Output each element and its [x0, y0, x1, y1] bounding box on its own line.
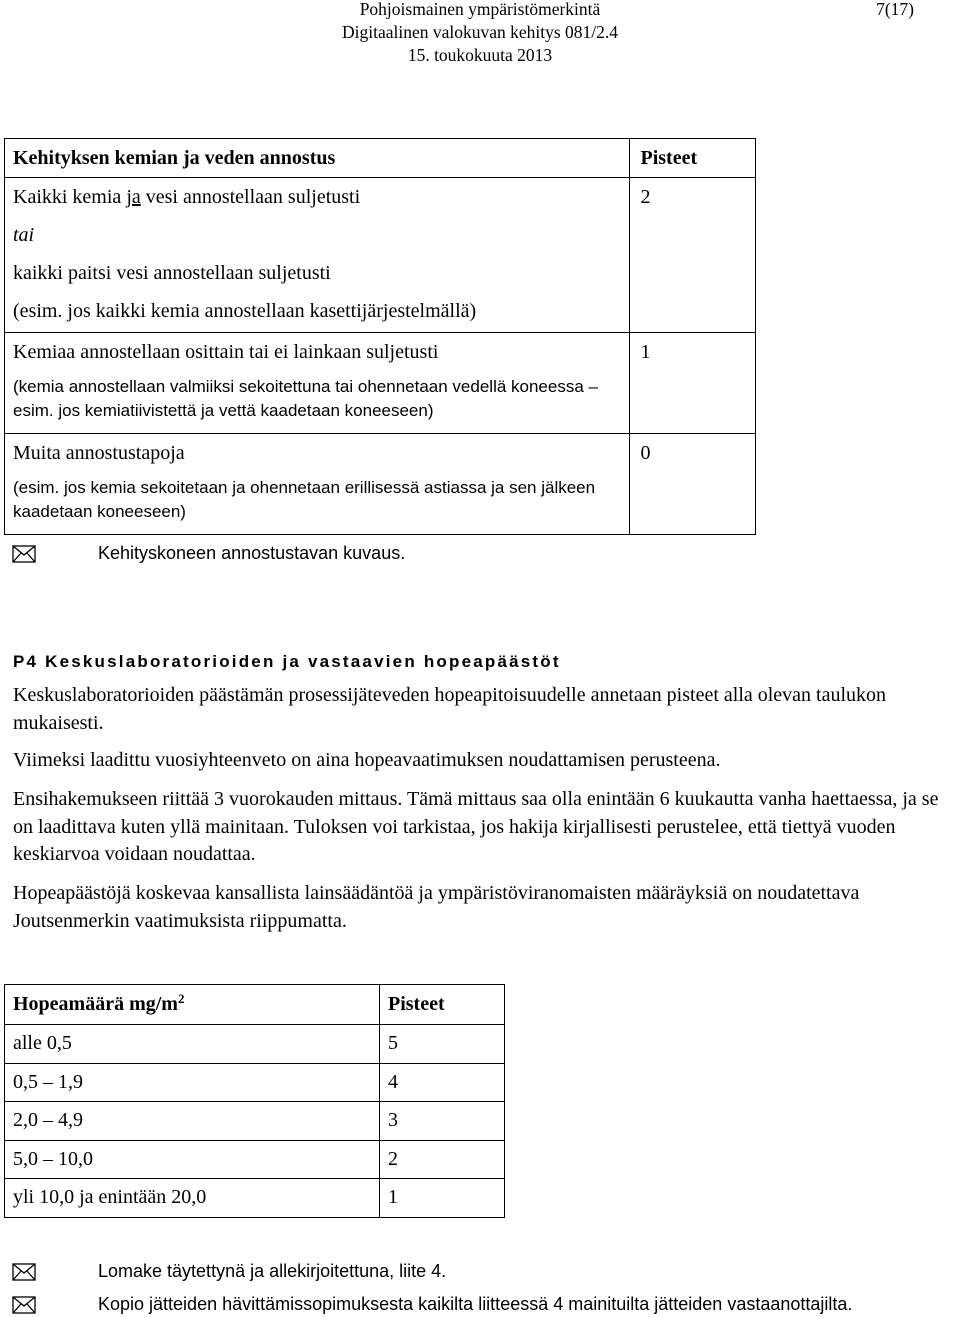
- checklist-item: [12, 1259, 447, 1283]
- page-header: [0, 0, 960, 67]
- row1-line1: [13, 178, 621, 216]
- silver-col-header-sup: 2: [177, 991, 185, 1006]
- header-line-2: Digitaalinen valokuvan kehitys 081/2.4: [341, 22, 619, 42]
- header-line-1: Pohjoismainen ympäristömerkintä: [359, 0, 601, 19]
- table-row: [5, 1102, 505, 1141]
- table-row: [5, 333, 756, 434]
- row1-line3: kaikki paitsi vesi annostellaan suljetusti: [13, 262, 331, 284]
- section-heading: P4 Keskuslaboratorioiden ja vastaavien hopeapäästöt: [13, 652, 561, 671]
- table-title: Kehityksen kemian ja veden annostus: [13, 147, 336, 169]
- table-row: [5, 1179, 505, 1218]
- row1-line4: (esim. jos kaikki kemia annostellaan kasettijärjestelmällä): [13, 300, 477, 322]
- dosing-table: [4, 138, 756, 535]
- range-cell: 0,5 – 1,9: [5, 1063, 380, 1102]
- row1-text-a: Kaikki kemia: [13, 186, 127, 208]
- range-cell: 2,0 – 4,9: [5, 1102, 380, 1141]
- checklist-label: Kehityskoneen annostustavan kuvaus.: [98, 543, 406, 563]
- paragraph: Viimeksi laadittu vuosiyhteenveto on aina hopeavaatimuksen noudattamisen perusteena.: [13, 749, 721, 771]
- page-number: 7(17): [876, 0, 914, 19]
- table-header-row: [5, 139, 756, 178]
- table-row: [5, 178, 756, 333]
- range-cell: 5,0 – 10,0: [5, 1140, 380, 1179]
- points-cell: 3: [380, 1102, 505, 1141]
- points-col-header: Pisteet: [380, 985, 505, 1025]
- row3-line1: Muita annostustapoja: [13, 442, 185, 464]
- points-cell: 1: [380, 1179, 505, 1218]
- points-cell: 4: [380, 1063, 505, 1102]
- table-row: [5, 1025, 505, 1064]
- table-header-row: [5, 985, 505, 1025]
- envelope-icon: [12, 1296, 36, 1314]
- envelope-icon: [12, 545, 36, 563]
- checklist-item: [12, 1292, 853, 1316]
- checklist-item: [12, 540, 406, 566]
- silver-col-header: [5, 985, 380, 1025]
- row1-text-c: vesi annostellaan suljetusti: [140, 186, 361, 208]
- row2-line1: Kemiaa annostellaan osittain tai ei lainkaan suljetusti: [13, 341, 439, 363]
- points-cell: 2: [380, 1140, 505, 1179]
- range-cell: yli 10,0 ja enintään 20,0: [5, 1179, 380, 1218]
- checklist-label: Lomake täytettynä ja allekirjoitettuna, liite 4.: [98, 1261, 447, 1281]
- table-row: [5, 1140, 505, 1179]
- header-line-3: 15. toukokuuta 2013: [407, 45, 553, 65]
- row2-points: 1: [640, 341, 651, 363]
- row1-text-underlined: ja: [126, 186, 141, 208]
- envelope-icon: [12, 1263, 36, 1281]
- silver-col-header-text: Hopeamäärä mg/m: [13, 993, 178, 1015]
- row3-line2: (esim. jos kemia sekoitetaan ja ohennetaan erillisessä astiassa ja sen jälkeen kaadetaan koneeseen): [13, 478, 596, 521]
- points-cell: 5: [380, 1025, 505, 1064]
- row3-points: 0: [640, 442, 651, 464]
- row1-points: 2: [640, 186, 651, 208]
- row2-line2: (kemia annostellaan valmiiksi sekoitettuna tai ohennetaan vedellä koneessa – esim. jos kemiatiivistettä ja vettä kaadetaan koneeseen): [13, 377, 598, 420]
- table-row: [5, 1063, 505, 1102]
- silver-table: [4, 984, 505, 1218]
- range-cell: alle 0,5: [5, 1025, 380, 1064]
- paragraph: Hopeapäästöjä koskevaa kansallista lainsäädäntöä ja ympäristöviranomaisten määräyksiä on noudatettava Joutsenmerkin vaatimuksista riippumatta.: [13, 882, 860, 932]
- points-header: Pisteet: [640, 147, 698, 169]
- row1-or: tai: [13, 224, 35, 246]
- paragraph: Ensihakemukseen riittää 3 vuorokauden mittaus. Tämä mittaus saa olla enintään 6 kuukautta vanha haettaessa, ja se on laadittava kuten yllä mainitaan. Tuloksen voi tarkistaa, jos hakija kirjallisesti perustelee, että tiettyä vuoden keskiarvoa voidaan noudattaa.: [13, 788, 939, 865]
- paragraph: Keskuslaboratorioiden päästämän prosessijäteveden hopeapitoisuudelle annetaan pisteet alla olevan taulukon mukaisesti.: [13, 684, 887, 734]
- table-row: [5, 434, 756, 535]
- checklist-label: Kopio jätteiden hävittämissopimuksesta kaikilta liitteessä 4 mainituilta jätteiden vastaanottajilta.: [98, 1294, 853, 1314]
